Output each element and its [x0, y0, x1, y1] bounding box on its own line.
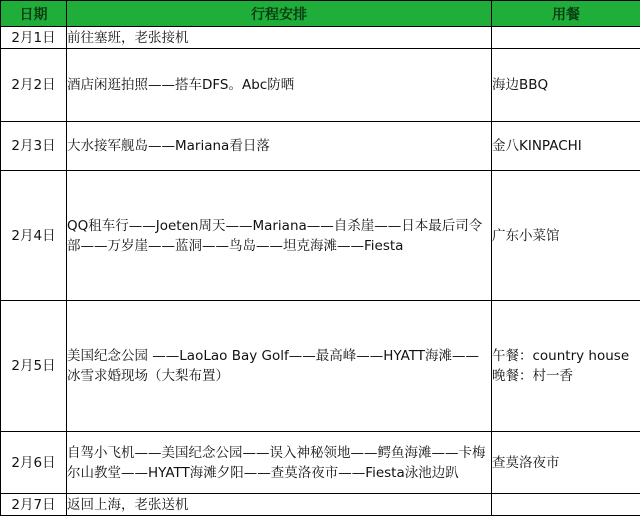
dinner-line: 晚餐：村一香 [492, 368, 573, 384]
header-itinerary[interactable]: 行程安排 [67, 1, 492, 27]
meal-cell[interactable] [492, 494, 640, 516]
date-cell[interactable]: 2月4日 [1, 171, 67, 301]
date-cell[interactable]: 2月7日 [1, 494, 67, 516]
date-cell[interactable]: 2月1日 [1, 27, 67, 49]
table-row [1, 494, 640, 516]
header-meal[interactable] [492, 1, 640, 27]
itinerary-cell[interactable]: 前往塞班，老张接机 [67, 27, 492, 49]
header-date[interactable]: 日期 [1, 1, 67, 27]
date-cell[interactable]: 2月3日 [1, 122, 67, 171]
header-meal-label: 用餐 [552, 6, 580, 23]
table-row [1, 122, 640, 171]
itinerary-cell[interactable]: 返回上海，老张送机 [67, 494, 492, 516]
itinerary-cell[interactable]: 自驾小飞机——美国纪念公园——误入神秘领地——鳄鱼海滩——卡梅尔山教堂——HYATT海滩夕阳——查莫洛夜市——Fiesta泳池边趴 [67, 432, 492, 494]
itinerary-cell[interactable]: 酒店闲逛拍照——搭车DFS。Abc防晒 [67, 49, 492, 122]
meal-cell[interactable] [492, 301, 640, 432]
date-cell[interactable]: 2月2日 [1, 49, 67, 122]
meal-cell[interactable] [492, 27, 640, 49]
table-row [1, 432, 640, 494]
header-row [1, 1, 640, 27]
table-row [1, 27, 640, 49]
meal-cell[interactable]: 金八KINPACHI [492, 122, 640, 171]
table-row [1, 49, 640, 122]
lunch-line: 午餐：country house [492, 348, 630, 364]
date-cell[interactable]: 2月5日 [1, 301, 67, 432]
meal-cell[interactable]: 海边BBQ [492, 49, 640, 122]
table-row [1, 301, 640, 432]
meal-cell[interactable]: 广东小菜馆 [492, 171, 640, 301]
meal-cell[interactable]: 查莫洛夜市 [492, 432, 640, 494]
table-row [1, 171, 640, 301]
date-cell[interactable]: 2月6日 [1, 432, 67, 494]
itinerary-cell[interactable]: 大水接军舰岛——Mariana看日落 [67, 122, 492, 171]
itinerary-cell[interactable]: QQ租车行——Joeten周天——Mariana——自杀崖——日本最后司令部——万岁崖——蓝洞——鸟岛——坦克海滩——Fiesta [67, 171, 492, 301]
itinerary-cell[interactable]: 美国纪念公园 ——LaoLao Bay Golf——最高峰——HYATT海滩——冰雪求婚现场（大梨布置） [67, 301, 492, 432]
